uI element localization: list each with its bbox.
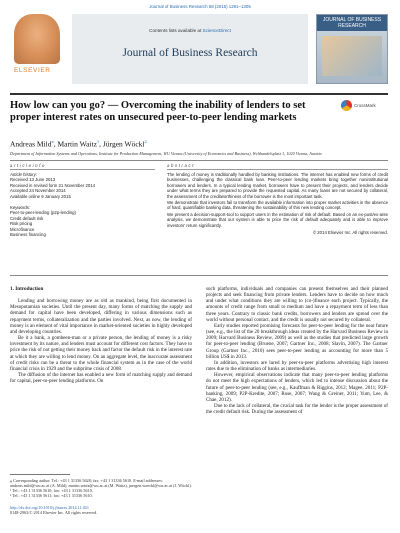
running-head[interactable]: Journal of Business Research 68 (2015) 1291–1305 [149, 4, 251, 9]
keyword: Business financing [10, 232, 46, 238]
article-title: How low can you go? — Overcoming the inability of lenders to set proper interest rates on unsecured peer-to-peer lending markets [10, 100, 306, 124]
abstract-heading: a b s t r a c t [167, 163, 194, 168]
keywords-heading: Keywords: [10, 205, 31, 211]
author-footnote-mark[interactable]: ⁎ [51, 139, 54, 144]
author-name[interactable]: Jürgen Wöckl [102, 139, 145, 149]
copyright: © 2014 Elsevier Inc. All rights reserved. [312, 230, 388, 236]
elsevier-logo [10, 14, 65, 84]
article-info-heading: a r t i c l e i n f o [10, 163, 45, 168]
keyword: Credit default risk [10, 215, 44, 221]
keyword: Microfinance [10, 226, 35, 232]
divider [167, 169, 388, 170]
body-column-right [206, 286, 388, 415]
divider [10, 474, 70, 475]
body-paragraph: In addition, investors are lured by peer-to-peer platforms advertising high interest rates due to the elimination of banks as intermediaries. [206, 359, 388, 373]
history-item: Received in revised form 21 November 2014 [10, 182, 96, 188]
body-column-left [10, 286, 192, 384]
doi-link[interactable]: http://dx.doi.org/10.1016/j.jbusres.2014.11.021 [10, 505, 89, 510]
crossmark-badge[interactable] [341, 100, 386, 111]
body-paragraph: The diffusion of the internet has enabled a new form of matching supply and demand for capital, peer-to-peer lending platforms. On [10, 372, 192, 385]
tree-icon [14, 14, 60, 64]
body-rule [10, 275, 388, 276]
footnote: ¹ Tel.: +43 1 31336 5610; fax: +43 1 31336 5610. [10, 488, 93, 493]
contents-prefix: Contents lists available at [149, 28, 202, 33]
abstract [167, 163, 388, 235]
abstract-paragraph: We present a decision-support-tool to support users in the estimation of risk of default. Based on an ex-post/ex-ante analysis, we demonstrate that our system is able to price the risk of default adequately and is able to improve investors' return significantly. [167, 211, 388, 228]
sciencedirect-link[interactable]: ScienceDirect [202, 28, 231, 33]
history-item: Received 13 June 2013 [10, 177, 56, 183]
header-rule [10, 93, 388, 95]
author-list: Andreas Mild⁎, Martin Waitz$^1$, Jürgen Wöckl$^2$ [10, 139, 147, 149]
cover-title: JOURNAL OF BUSINESS RESEARCH [317, 15, 387, 31]
history-item: Accepted 24 November 2014 [10, 188, 66, 194]
section-heading: 1. Introduction [10, 286, 44, 292]
divider [10, 169, 155, 170]
history-heading: Article history: [10, 172, 37, 177]
crossmark-label: CrossMark [354, 103, 376, 108]
journal-banner [72, 14, 308, 84]
footnotes [10, 474, 192, 498]
abstract-paragraph: The lending of money is traditionally handled by banking institutions. The internet has enabled new forms of credit businesses, challenging the classical bank loan. Peer-to-peer lending markets bring together noninstitutional borrowers and lenders. In a typical lending market, borrowers have to present their projects, and lenders decide under what terms they are prepared to provide the requested capital. As many loans are not secured by collateral, the assessment of the creditworthiness of the borrower is the most important task. [167, 172, 388, 199]
body-paragraph: Be it a bank, a gombeen-man or a private person, the lending of money is a risky investment by its nature, and lenders must account for different cost factors. They have to price the risk of not getting their money back and factor the default risk in the interest rate at which they are willing to lend money. On an aggregate level, the inaccurate assessment of credit risks can be a threat to the whole financial system as in the case of the world financial crisis in 1929 and the subprime crisis of 2008. [10, 335, 192, 372]
publisher-name: ELSEVIER [14, 67, 51, 74]
article-info [10, 163, 155, 237]
masthead [10, 12, 388, 92]
journal-cover[interactable] [316, 14, 388, 84]
body-paragraph: Early studies reported promising forecasts for peer-to-peer lending for the near future (see, e.g., the list of the 20 breakthrough ideas created by the Harvard Business Review in 2009; Harvard Business Review, 2009) as well as the studies that predicted large growth for peer-to-peer lending (Bruene, 2007; Gartner Inc., 2008; Slavin, 2007). The Gartner Group (Gartner Inc., 2010) sees peer-to-peer lending as accounting for more than 5 billion US$ in 2013. [206, 322, 388, 360]
history-item: Available online 9 January 2015 [10, 193, 71, 199]
body-paragraph: Due to the lack of collateral, the crucial task for the lender is the proper assessment of the credit default risk. During the assessment of [206, 402, 388, 416]
body-paragraph: such platforms, individuals and companies can present themselves and their planned projects and seek financing from private lenders. Lenders have to decide on how much and under what conditions they are willing to (co-)finance each project. Typically, the amounts of credit range from small to medium and have a repayment term of less than three years. Contrary to classic bank credits, borrowers and lenders are spread over the world without personal contact, and the credit is usually not secured by collateral. [206, 286, 388, 323]
author-footnote-mark[interactable]: 2 [144, 139, 147, 144]
info-rule [10, 160, 388, 161]
body-paragraph: However, empirical observations indicate that many peer-to-peer lending platforms do not meet the high expectations of lenders, which led to intense discussion about the future of peer-to-peer lending (see, e.g., Kauffman & Riggins, 2012; Magee, 2011; P2P-banking, 2009; P2P-Kredite, 2007; Rose, 2007; Wang & Greiner, 2011; Yum, Lee, & Chae, 2012). [206, 372, 388, 403]
author-footnote-mark[interactable]: 1 [96, 139, 100, 144]
doi-block [10, 505, 192, 515]
issn-line: 0148-2963/© 2014 Elsevier Inc. All rights reserved. [10, 510, 98, 516]
crossmark-icon [341, 100, 352, 111]
footnote: ⁎ Corresponding author. Tel.: +43 1 31336 5628; fax: +43 1 31336 5610. E-mail addresses: andreas.mild@wu.ac.at (A. Mild), martin.waitz@wu.ac.at (M. Waitz), juergen.woeckl@wu.ac.at (J. Wöckl). [10, 477, 192, 488]
contents-line [72, 28, 308, 33]
abstract-paragraph: We demonstrate that investors fail to transform the available information into proper market activities in the absence of hard, quantifiable banking data, threatening the sustainability of this new lending concept. [167, 200, 388, 211]
author-name[interactable]: Andreas Mild [10, 139, 52, 149]
keyword: Peer-to-peer-lending (p2p-lending) [10, 210, 76, 216]
author-name[interactable]: Martin Waitz [57, 139, 97, 149]
cover-image [322, 36, 382, 76]
body-paragraph: Lending and borrowing money are as old as mankind, being first documented in Mesopotamian societies. Until the present day, many forms of matching the supply and demand for capital have been developed, differing in various dimensions such as repayment terms, collateralization and the parties involved. Next, as now, the lending of money is an element of vital importance in market-oriented societies in highly developed and developing countries. [10, 298, 192, 335]
journal-title[interactable]: Journal of Business Research [122, 47, 258, 59]
keyword: Risk pricing [10, 221, 33, 227]
footnote: ² Tel.: +43 1 31336 5611; fax: +43 1 31336 5610. [10, 493, 93, 499]
affiliation: Department of Information Systems and Operations, Institute for Production Management, WU Vienna (University of Economics and Business), Welthandelsplatz 1, 1020 Vienna, Austria [10, 151, 322, 156]
